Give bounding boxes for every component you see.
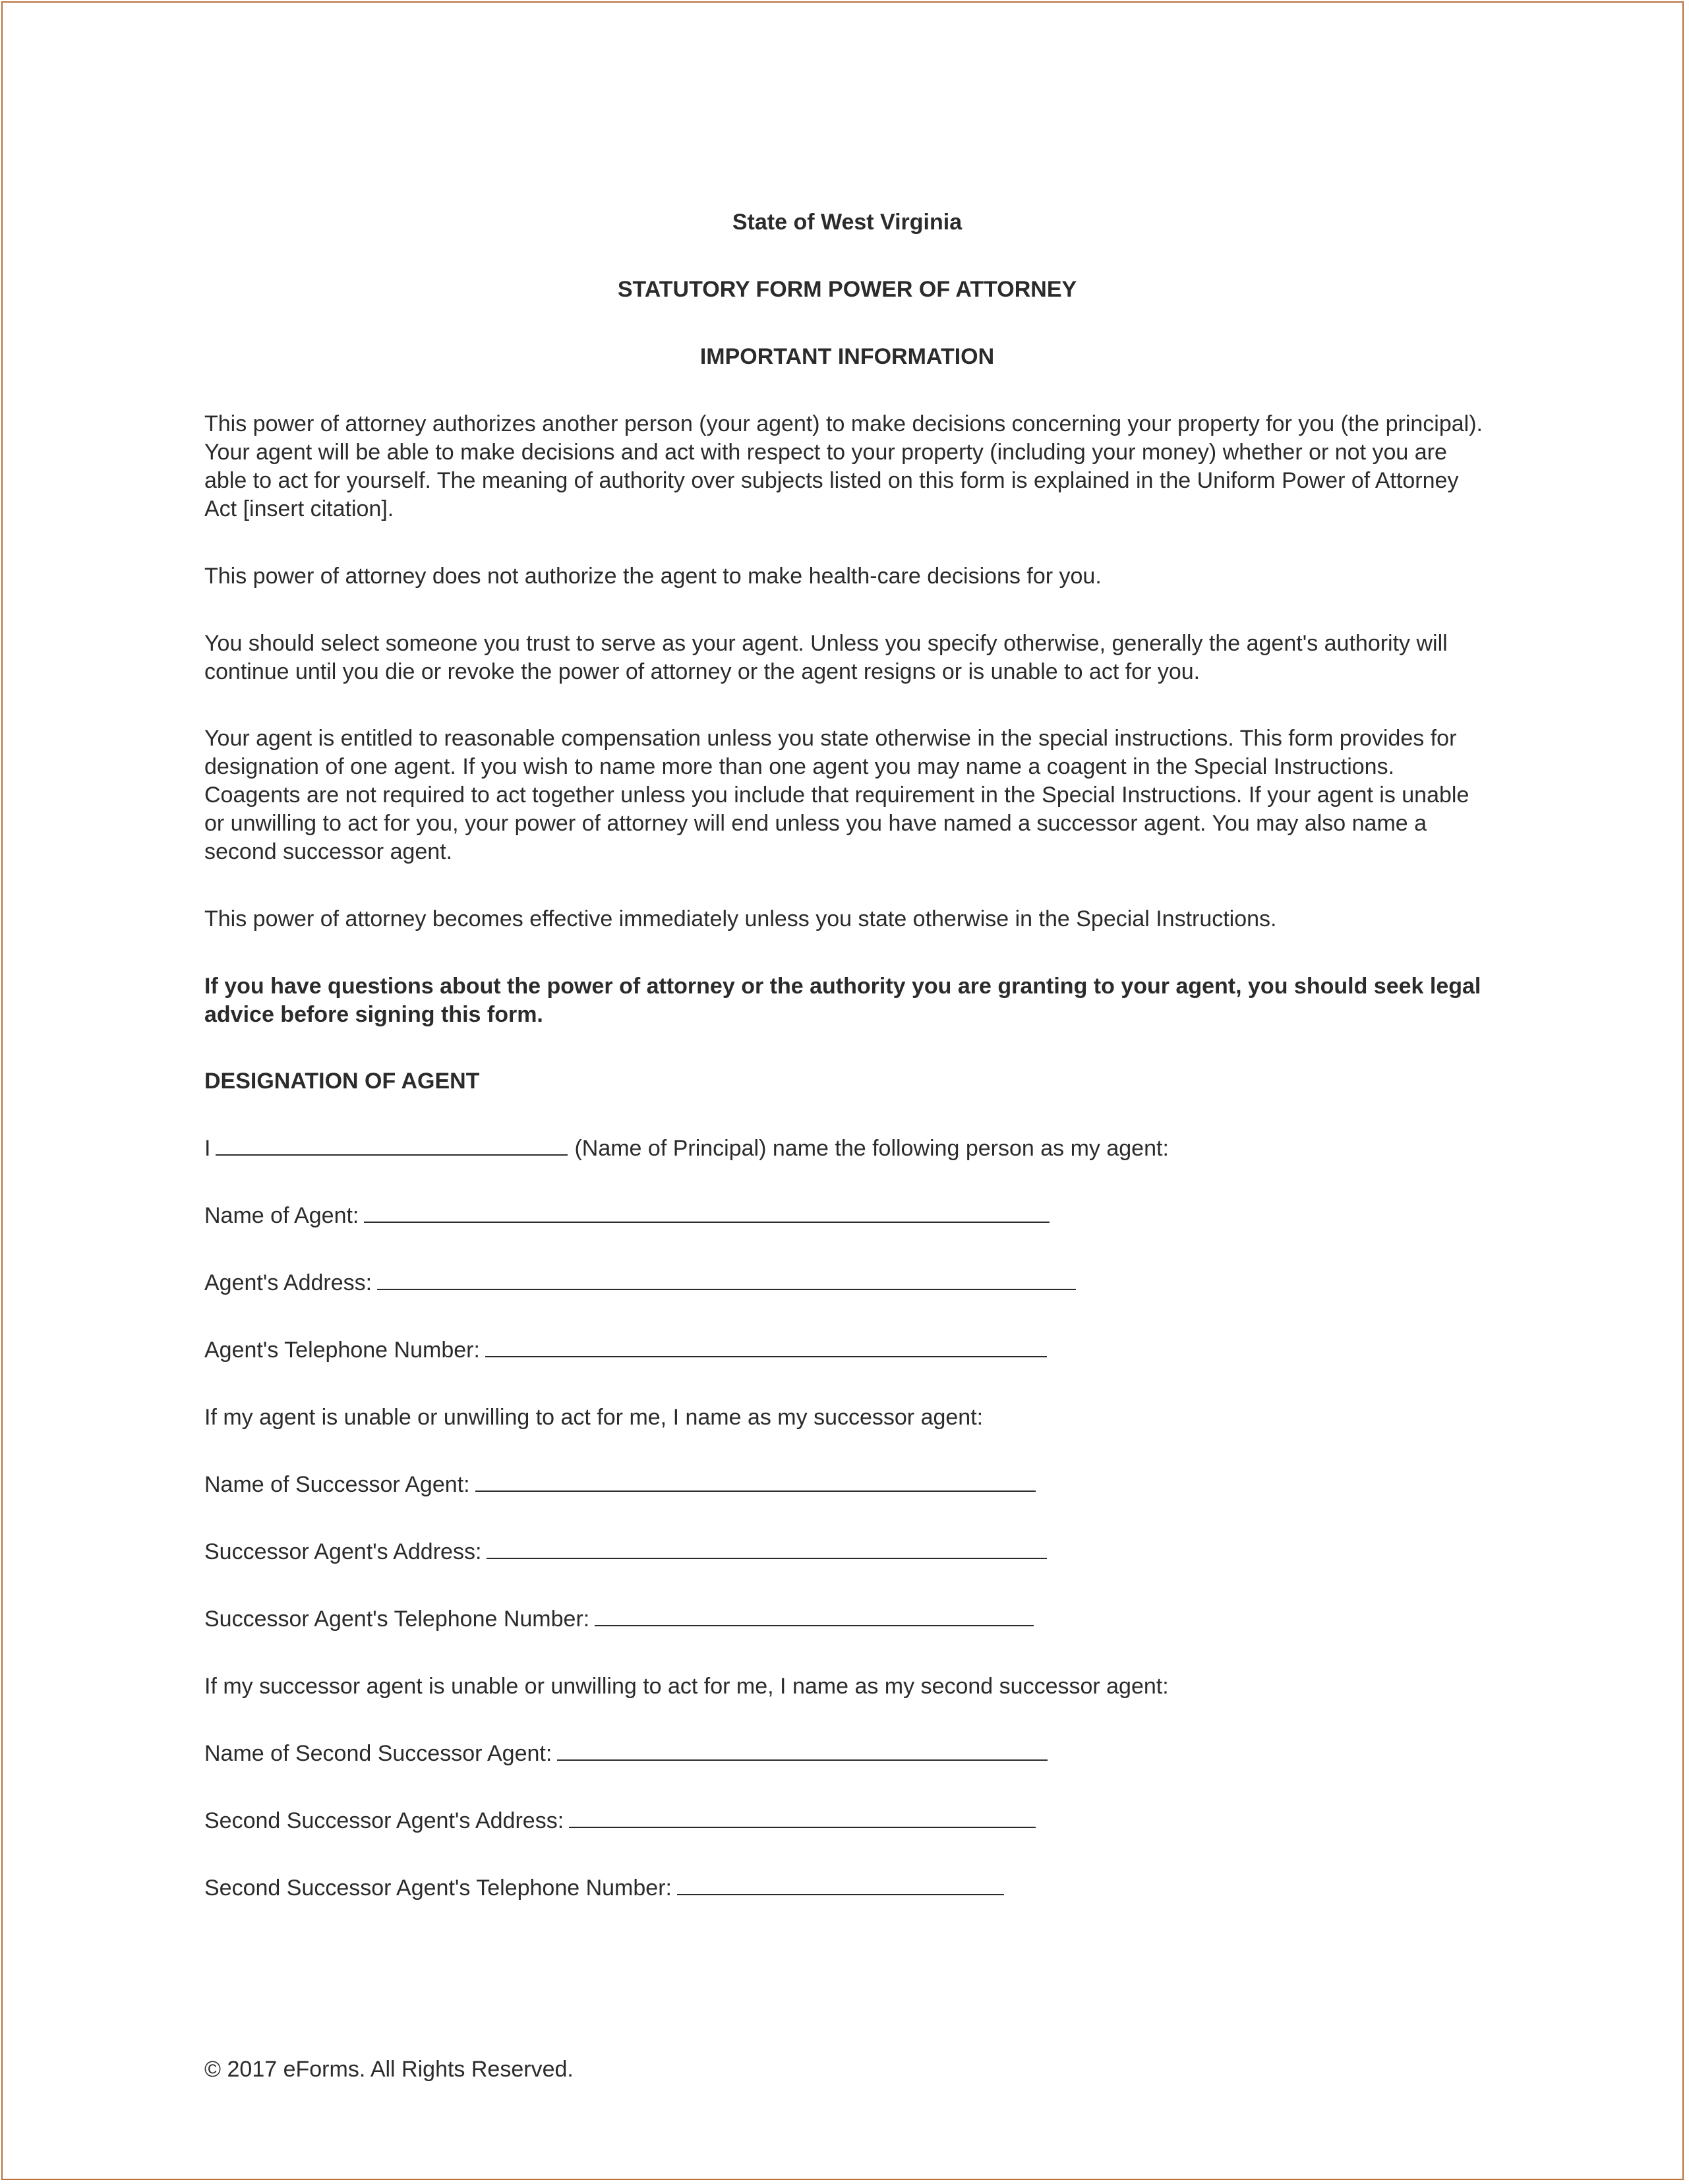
second-successor-address-field[interactable] xyxy=(569,1807,1036,1828)
agent-phone-line xyxy=(204,1336,1047,1365)
agent-address-label: Agent's Address: xyxy=(204,1270,372,1295)
important-information-heading: IMPORTANT INFORMATION xyxy=(699,344,995,369)
second-successor-name-field[interactable] xyxy=(557,1740,1048,1761)
paragraph-authorization: This power of attorney authorizes another person (your agent) to make decisions concerning your property for you (the principal). Your agent will be able to make decisions and act with respect to your property (including your money) whether or not you are able to act for yourself. The meaning of authority over subjects listed on this form is explained in the Uniform Power of Attorney Act [insert citation]. xyxy=(204,411,1483,521)
copyright-footer: © 2017 eForms. All Rights Reserved. xyxy=(204,2057,574,2082)
principal-line xyxy=(204,1135,1169,1163)
principal-suffix: (Name of Principal) name the following person as my agent: xyxy=(574,1136,1169,1161)
successor-phone-label: Successor Agent's Telephone Number: xyxy=(204,1607,590,1632)
successor-address-label: Successor Agent's Address: xyxy=(204,1539,482,1564)
agent-phone-field[interactable] xyxy=(485,1336,1047,1357)
second-successor-phone-field[interactable] xyxy=(677,1874,1004,1895)
paragraph-compensation: Your agent is entitled to reasonable compensation unless you state otherwise in the special instructions. This form provides for designation of one agent. If you wish to name more than one agent you may name a coagent in the Special Instructions. Coagents are not required to act together unless you include that requirement in the Special Instructions. If your agent is unable or unwilling to act for you, your power of attorney will end unless you have named a successor agent. You may also name a second successor agent. xyxy=(204,726,1469,864)
successor-name-line xyxy=(204,1471,1036,1499)
designation-heading: DESIGNATION OF AGENT xyxy=(204,1069,480,1094)
successor-intro: If my agent is unable or unwilling to act for me, I name as my successor agent: xyxy=(204,1405,984,1430)
state-heading: State of West Virginia xyxy=(732,210,963,235)
agent-address-field[interactable] xyxy=(377,1269,1076,1290)
legal-advice-warning: If you have questions about the power of attorney or the authority you are granting to your agent, you should seek legal advice before signing this form. xyxy=(204,974,1481,1027)
second-successor-address-label: Second Successor Agent's Address: xyxy=(204,1808,564,1833)
second-successor-name-label: Name of Second Successor Agent: xyxy=(204,1741,552,1766)
second-successor-phone-label: Second Successor Agent's Telephone Number: xyxy=(204,1875,672,1901)
agent-name-line xyxy=(204,1202,1050,1230)
second-successor-intro: If my successor agent is unable or unwilling to act for me, I name as my second successor agent: xyxy=(204,1674,1169,1699)
agent-name-label: Name of Agent: xyxy=(204,1203,359,1228)
paragraph-select-agent: You should select someone you trust to serve as your agent. Unless you specify otherwise, generally the agent's authority will continue until you die or revoke the power of attorney or the agent resigns or is unable to act for you. xyxy=(204,631,1448,684)
paragraph-health-care: This power of attorney does not authorize the agent to make health-care decisions for you. xyxy=(204,564,1102,589)
second-successor-name-line xyxy=(204,1740,1048,1768)
successor-address-field[interactable] xyxy=(487,1538,1047,1559)
successor-name-field[interactable] xyxy=(475,1471,1036,1492)
second-successor-phone-line xyxy=(204,1874,1004,1903)
paragraph-effective: This power of attorney becomes effective immediately unless you state otherwise in the Special Instructions. xyxy=(204,906,1277,931)
agent-address-line xyxy=(204,1269,1076,1297)
second-successor-address-line xyxy=(204,1807,1036,1835)
form-title: STATUTORY FORM POWER OF ATTORNEY xyxy=(617,277,1077,302)
agent-phone-label: Agent's Telephone Number: xyxy=(204,1338,480,1363)
successor-phone-field[interactable] xyxy=(595,1605,1034,1626)
successor-phone-line xyxy=(204,1605,1034,1634)
document-page xyxy=(1,1,1684,2180)
agent-name-field[interactable] xyxy=(364,1202,1050,1223)
successor-address-line xyxy=(204,1538,1047,1566)
principal-prefix: I xyxy=(204,1136,211,1161)
principal-name-field[interactable] xyxy=(216,1135,568,1156)
successor-name-label: Name of Successor Agent: xyxy=(204,1472,470,1497)
